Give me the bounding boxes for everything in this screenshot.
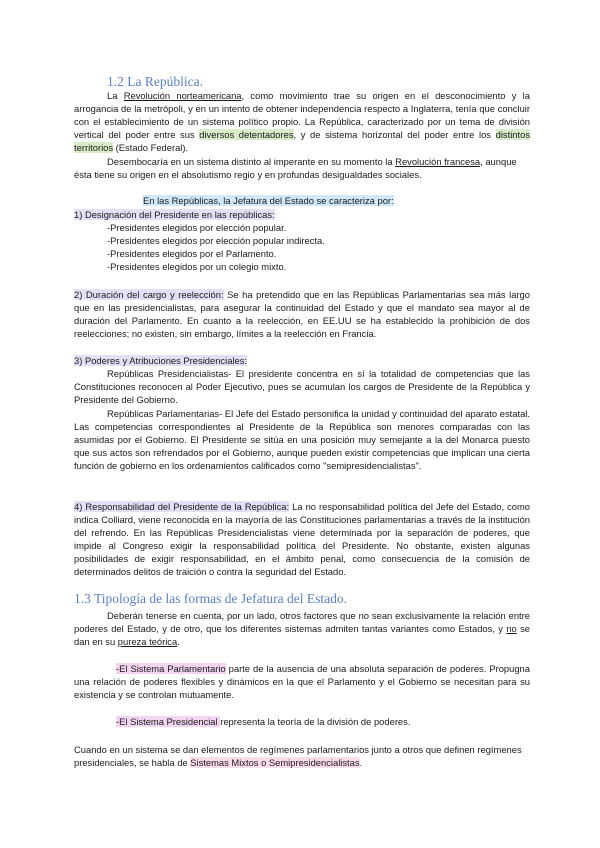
list-item: -Presidentes elegidos por un colegio mixto. — [107, 261, 287, 273]
paragraph-revolucion-norteamericana — [74, 89, 530, 154]
underlined-term: Revolución norteamericana — [123, 90, 242, 101]
item-4-heading: 4) Responsabilidad del Presidente de la República: — [74, 501, 290, 512]
text-run: , aunque ésta tiene su origen en el absolutismo regio y en profundas desigualdades sociales. — [74, 156, 517, 181]
text-run: parte de la ausencia de una absoluta separación de poderes. Propugna una relación de poderes flexibles y dinámicos en la que el Parlamento y el Gobierno se necesitan para su existencia y se controlan mutuamente. — [74, 663, 530, 701]
text-run: , como movimiento trae su origen en el desconocimiento y la arrogancia de la metrópoli, y en un intento de obtener independencia respecto a Inglaterra, tenía que concluir con el establecimiento de un sistema político propio. La República, caracterizado por un tema de división vertical del poder entre sus — [74, 90, 530, 141]
text-run: Repúblicas Parlamentarias- El Jefe del Estado personifica la unidad y continuidad del aparato estatal. Las competencias correspondientes al Presidente de la República son menores comparadas con las asumidas por el Gobierno. El Presidente se sitúa en una posición muy semejante a la del Monarca puesto que sus actos son refrendados por el Gobierno, aunque pueden existir competencias que implican una cierta función de gobierno en los ordenamientos calificados como "semipresidencialistas". — [74, 408, 530, 472]
paragraph-sistema-presidencial — [116, 715, 410, 728]
term: El Sistema Presidencial — [119, 716, 221, 727]
item-1-heading — [74, 208, 275, 221]
term: El Sistema Parlamentario — [119, 663, 226, 674]
paragraph-sistemas-mixtos — [74, 743, 530, 769]
callout-line — [143, 194, 394, 207]
paragraph-tipologia — [74, 609, 530, 648]
section-title-tipologia: 1.3 Tipología de las formas de Jefatura del Estado. — [74, 591, 347, 606]
highlight-distintos-territorios: distintos territorios — [74, 129, 531, 154]
paragraph-revolucion-francesa — [74, 155, 530, 181]
list-item: -Presidentes elegidos por elección popular indirecta. — [107, 235, 325, 247]
highlight-diversos-detentadores: diversos detentadores — [199, 129, 294, 141]
highlight-sistemas-mixtos: Sistemas Mixtos o Semipresidencialistas — [190, 757, 360, 769]
list-item: -Presidentes elegidos por el Parlamento. — [107, 248, 277, 260]
section-title-republica: 1.2 La República. — [107, 74, 203, 89]
highlight-sistema-presidencial — [116, 716, 220, 727]
underlined-term: pureza teórica — [117, 636, 178, 648]
text-run: Cuando en un sistema se dan elementos de regímenes parlamentarios junto a otros que definen regímenes presidenciales, se habla de — [74, 744, 522, 769]
item-3-heading — [74, 354, 247, 367]
item-2-heading: 2) Duración del cargo y reelección: — [74, 289, 224, 300]
item-4-paragraph — [74, 500, 530, 579]
text-run: (Estado Federal). — [113, 142, 189, 154]
text-run: La no responsabilidad política del Jefe del Estado, como indica Colliard, viene reconocida en la mayoría de las Constituciones parlamentarias a través de la institución del refrendo. En las Repúblicas Presidencialistas viene determinada por la separación de poderes, que impide al Congreso exigir la responsabilidad política del Presidente. No obstante, existen algunas posibilidades de exigir responsabilidad, en el ámbito penal, como consecuencia de la comisión de determinados delitos de traición o contra la seguridad del Estado. — [74, 501, 530, 578]
dash: - — [116, 716, 120, 727]
text-run: Se ha pretendido que en las Repúblicas Parlamentarias sea más largo que en las presidencialistas, para asegurar la continuidad del Estado y que el mandato sea mayor al de duración del Parlamento. En cuanto a la reelección, en EE.UU se ha establecido la prohibición de dos reelecciones; no existen, sin embargo, límites a la reelección en Francia. — [74, 289, 530, 340]
item-3-parlamentarias — [74, 407, 530, 472]
heading-text: 1) Designación del Presidente en las repúblicas: — [74, 209, 275, 220]
text-run: , y de sistema horizontal del poder entre los — [293, 129, 496, 141]
text-run: . — [359, 757, 363, 769]
paragraph-sistema-parlamentario — [74, 662, 530, 701]
callout-highlight: En las Repúblicas, la Jefatura del Estado se caracteriza por: — [143, 195, 394, 206]
designation-list — [107, 221, 325, 273]
heading-text: 3) Poderes y Atribuciones Presidenciales: — [74, 355, 248, 366]
text-run: . — [177, 636, 180, 648]
item-2-paragraph — [74, 288, 530, 340]
list-item: -Presidentes elegidos por elección popular. — [107, 222, 287, 233]
text-run: se dan en su — [74, 623, 530, 648]
text-run: La — [107, 90, 124, 101]
text-run: Desembocaría en un sistema distinto al imperante en su momento la — [107, 156, 396, 167]
underlined-term: no — [506, 623, 517, 635]
dash: - — [116, 663, 120, 674]
highlight-sistema-parlamentario — [116, 663, 226, 674]
text-run: Deberán tenerse en cuenta, por un lado, otros factores que no sean exclusivamente la relación entre poderes del Estado, y de otro, que los diferentes sistemas admiten tantas variantes como Estados, y — [74, 610, 530, 635]
item-3-presidencialistas — [74, 367, 530, 406]
text-run: Repúblicas Presidencialistas- El presidente concentra en sí la totalidad de competencias que las Constituciones reconocen al Poder Ejecutivo, pues se acumulan los cargos de Presidente de la República y Presidente del Gobierno. — [74, 368, 530, 406]
underlined-term: Revolución francesa — [395, 156, 481, 167]
text-run: representa la teoría de la división de poderes. — [220, 716, 411, 727]
